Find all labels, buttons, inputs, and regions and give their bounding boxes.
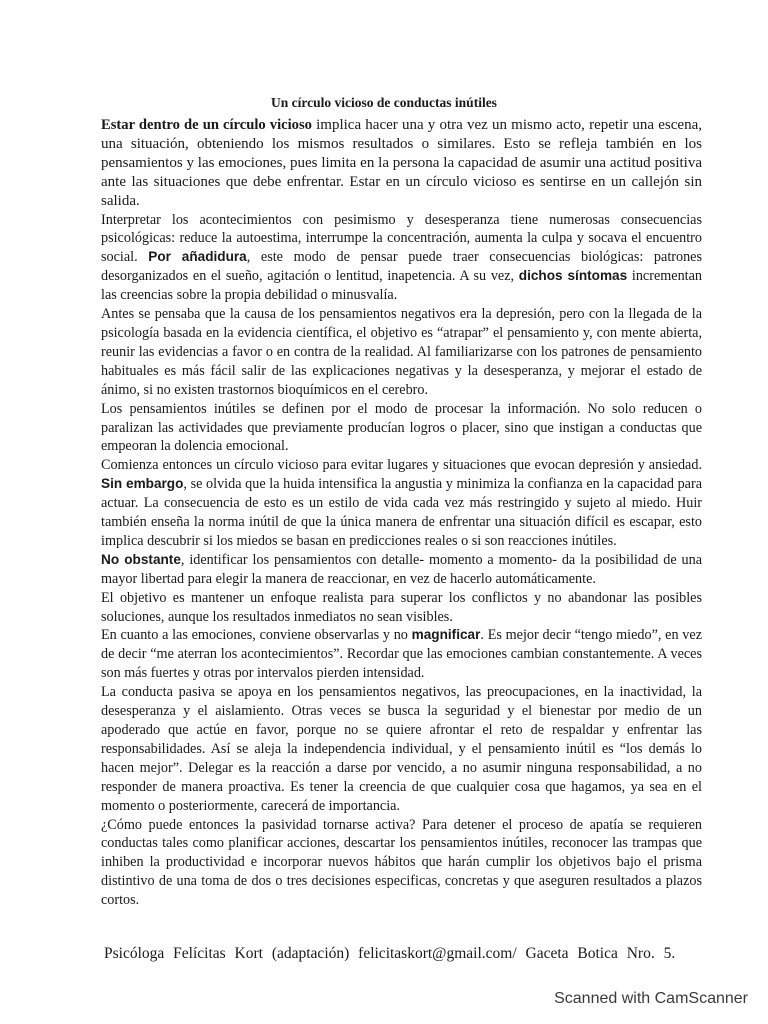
paragraph-6 [101,551,702,589]
bold-phrase: Por añadidura [148,249,247,265]
paragraph-8 [101,626,702,683]
bold-phrase: magnificar [411,627,481,643]
paragraph-7: El objetivo es mantener un enfoque realista para superar los conflictos y no abandonar las posibles soluciones, aunque los resultados inmediatos no sean visibles. [101,589,702,625]
document-title: Un círculo vicioso de conductas inútiles [271,95,497,110]
author-footer: Psicóloga Felícitas Kort (adaptación) felicitaskort@gmail.com/ Gaceta Botica Nro. 5. [104,945,676,962]
paragraph-4: Los pensamientos inútiles se definen por el modo de procesar la información. No solo reducen o paralizan las actividades que previamente producían logros o placer, sino que instigan a conductas que empeoran la dolencia emocional. [101,400,702,455]
paragraph-5 [101,456,702,551]
bold-phrase: Estar dentro de un círculo vicioso [101,117,312,133]
paragraph-text: , identificar los pensamientos con detalle- momento a momento- da la posibilidad de una mayor libertad para elegir la manera de reaccionar, en vez de hacerlo automáticamente. [101,551,702,587]
paragraph-text: implica hacer una y otra vez un mismo acto, repetir una escena, una situación, obteniendo los mismos resultados o similares. Esto se refleja también en los pensamientos y las emociones, pues limita en la persona la capacidad de asumir una actitud positiva ante las situaciones que debe enfrentar. Estar en un círculo vicioso es sentirse en un callejón sin salida. [101,117,702,209]
bold-phrase: dichos síntomas [518,268,628,284]
paragraph-text: Interpretar los acontecimientos con pesimismo y desesperanza tiene numerosas consecuencias psicológicas: reduce la autoestima, interrumpe la concentración, aumenta la culpa y socava el encuentro social. [101,211,702,266]
bold-phrase: Sin embargo [101,476,184,492]
paragraph-text: En cuanto a las emociones, conviene observarlas y no [101,627,412,644]
paragraph-10: ¿Cómo puede entonces la pasividad tornarse activa? Para detener el proceso de apatía se requieren conductas tales como planificar acciones, descartar los pensamientos inútiles, reconocer las trampas que inhiben la productividad e incorporar nuevos hábitos que harán cumplir los objetivos bajo el prisma distintivo de una toma de dos o tres decisiones especificas, concretas y que aseguren resultados a plazos cortos. [101,816,702,909]
paragraph-text: , este modo de pensar puede traer consecuencias biológicas: patrones desorganizados en el sueño, agitación o lentitud, inapetencia. A su vez, [101,249,702,285]
paragraph-text: . Es mejor decir “tengo miedo”, en vez de decir “me aterran los acontecimientos”. Recordar que las emociones cambian constantemente. A veces son más fuertes y otras por intervalos pierden intensidad. [101,627,702,682]
document-body [101,116,702,910]
paragraph-text: incrementan las creencias sobre la propia debilidad o minusvalía. [101,268,702,304]
paragraph-text: Comienza entonces un círculo vicioso para evitar lugares y situaciones que evocan depresión y ansiedad. [101,457,702,474]
paragraph-text: , se olvida que la huida intensifica la angustia y minimiza la confianza en la capacidad para actuar. La consecuencia de esto es un estilo de vida cada vez más restringido y sujeto al miedo. Huir también enseña la norma inútil de que la única manera de enfrentar una situación difícil es escapar, esto implica descubrir si los miedos se basan en predicciones reales o si son reacciones inútiles. [101,476,702,549]
bold-phrase: No obstante [101,551,181,567]
paragraph-3: Antes se pensaba que la causa de los pensamientos negativos era la depresión, pero con la llegada de la psicología basada en la evidencia científica, el objetivo es “atrapar” el pensamiento y, con mente abierta, reunir las evidencias a favor o en contra de la realidad. Al familiarizarse con los patrones de pensamiento habituales es más fácil salir de las explicaciones negativas y la desesperanza, y mejorar el estado de ánimo, si no existen trastornos bioquímicos en el cerebro. [101,306,702,398]
paragraph-9: La conducta pasiva se apoya en los pensamientos negativos, las preocupaciones, en la inactividad, la desesperanza y el aislamiento. Otras veces se busca la seguridad y el bienestar por medio de un apoderado que actúe en favor, porque no se quiere afrontar el reto de respaldar y enfrentar las responsabilidades. Así se aleja la independencia individual, y el pensamiento inútil es “los demás lo hacen mejor”. Delegar es la reacción a darse por vencido, a no asumir ninguna responsabilidad, a no responder de manera proactiva. Es tener la creencia de que cualquier cosa que hagamos, ya sea en el momento o posteriormente, carecerá de importancia. [101,684,702,814]
camscanner-watermark: Scanned with CamScanner [554,990,748,1007]
paragraph-1 [101,116,702,211]
paragraph-2 [101,211,702,306]
